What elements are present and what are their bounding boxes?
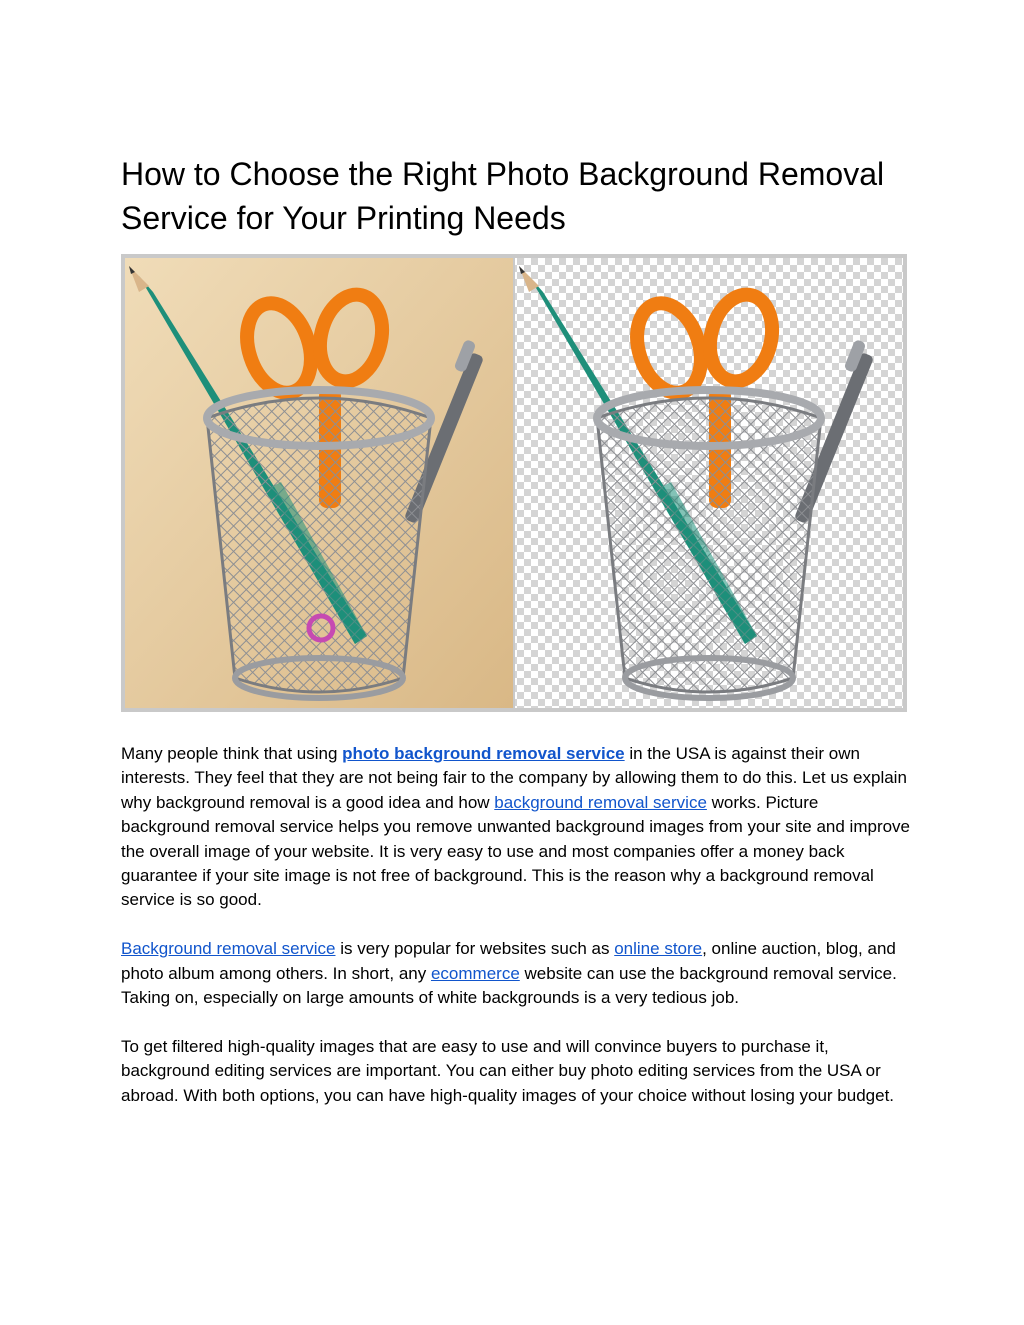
- paragraph: [121, 1035, 911, 1108]
- comparison-figure: [121, 254, 907, 712]
- background-removal-comparison-image: [125, 258, 903, 708]
- paragraph-text: is very popular for websites such as: [335, 939, 615, 959]
- paragraph-text: in the USA is against their own interests. They feel that they are not being fair to the company by allowing them to do this. Let us explain why background removal is a good idea and how: [121, 744, 907, 812]
- inline-link[interactable]: photo background removal service: [342, 744, 625, 763]
- original-photo: [125, 258, 513, 708]
- paragraph-text: To get filtered high-quality images that are easy to use and will convince buyers to purchase it, background editing services are important. You can either buy photo editing services from the USA or abroad. With both options, you can have high-quality images of your choice without losing your budget.: [121, 1036, 895, 1105]
- inline-link[interactable]: background removal service: [494, 792, 707, 812]
- inline-link[interactable]: online store: [614, 939, 703, 959]
- paragraph-text: works. Picture background removal service helps you remove unwanted background images from your site and improve the overall image of your website. It is very easy to use and most companies offer a money back guarantee if your site image is not free of background. This is the reason why a background removal service is so good.: [121, 792, 911, 910]
- page-title: How to Choose the Right Photo Background Removal Service for Your Printing Needs: [121, 156, 885, 236]
- inline-link[interactable]: Background removal service: [121, 939, 336, 959]
- paragraph: [121, 937, 911, 1010]
- paragraph-text: website can use the background removal service. Taking on, especially on large amounts of white backgrounds is a very tedious job.: [121, 963, 897, 1008]
- inline-link[interactable]: ecommerce: [430, 963, 520, 983]
- paragraph-text: Many people think that using: [121, 744, 343, 763]
- background-removed-photo: [515, 258, 903, 708]
- paragraph-text: , online auction, blog, and photo album among others. In short, any: [121, 939, 896, 983]
- paragraph: [121, 742, 911, 913]
- article-body: [121, 742, 911, 1132]
